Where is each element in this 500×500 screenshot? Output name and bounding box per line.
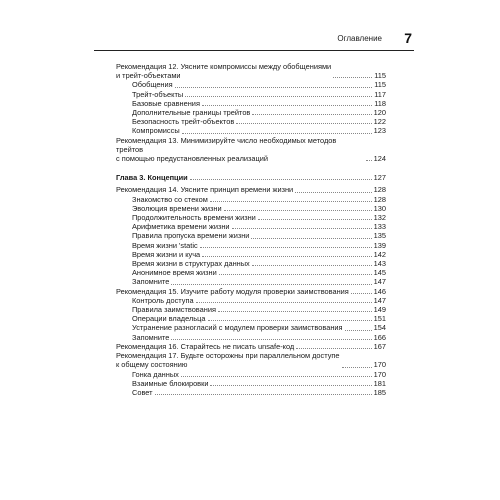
dot-leader xyxy=(182,133,372,134)
dot-leader xyxy=(351,293,372,294)
dot-leader xyxy=(181,376,372,377)
dot-leader xyxy=(171,284,371,285)
dot-leader xyxy=(345,330,372,331)
dot-leader xyxy=(210,201,372,202)
toc-recommendation xyxy=(116,185,386,194)
toc-entry-page: 143 xyxy=(373,259,386,269)
toc-entry-page: 130 xyxy=(373,203,386,213)
toc-entry xyxy=(116,126,386,135)
dot-leader xyxy=(202,105,372,106)
toc-entry-title: Правила заимствования xyxy=(132,305,216,315)
dot-leader xyxy=(210,385,371,386)
toc-entry xyxy=(116,222,386,231)
dot-leader xyxy=(155,394,372,395)
dot-leader xyxy=(202,256,371,257)
dot-leader xyxy=(252,114,371,115)
toc-entry-title: Запомните xyxy=(132,332,170,342)
dot-leader xyxy=(208,320,372,321)
toc-entry-page: 128 xyxy=(373,194,386,204)
toc-entry xyxy=(116,90,386,99)
toc-entry-page: 132 xyxy=(373,213,386,223)
toc-entry-page: 167 xyxy=(373,341,386,351)
toc-entry xyxy=(116,117,386,126)
toc-entry-title: Компромиссы xyxy=(132,126,180,136)
toc-chapter xyxy=(116,173,386,182)
dot-leader xyxy=(219,274,372,275)
toc-entry xyxy=(116,314,386,323)
toc-entry-page: 185 xyxy=(373,387,386,397)
toc-entry-title: Правила пропуска времени жизни xyxy=(132,231,250,241)
toc-entry-page: 135 xyxy=(373,231,386,241)
toc-entry xyxy=(116,195,386,204)
toc-entry-title: Трейт-объекты xyxy=(132,89,184,99)
toc-entry-title: Контроль доступа xyxy=(132,295,194,305)
toc-entry-page: 145 xyxy=(373,268,386,278)
toc-entry-page: 115 xyxy=(374,71,386,81)
toc-recommendation xyxy=(116,62,386,80)
toc-entry-title: Безопасность трейт-объектов xyxy=(132,117,235,127)
dot-leader xyxy=(224,210,372,211)
dot-leader xyxy=(342,367,372,368)
toc-entry-page: 146 xyxy=(373,286,386,296)
toc-entry-title: Эволюция времени жизни xyxy=(132,203,222,213)
toc-entry-title: Глава 3. Концепции xyxy=(116,173,188,183)
toc-entry xyxy=(116,379,386,388)
toc-entry-title: Рекомендация 17. Будьте осторожны при параллельном доступе к общему состоянию xyxy=(116,351,340,370)
toc-entry-title: Базовые сравнения xyxy=(132,98,200,108)
toc-entry-page: 154 xyxy=(373,323,386,333)
toc-entry-title: Время жизни в структурах данных xyxy=(132,259,250,269)
toc-entry xyxy=(116,250,386,259)
toc-recommendation xyxy=(116,342,386,351)
toc-entry-page: 115 xyxy=(374,80,386,90)
toc-recommendation xyxy=(116,287,386,296)
dot-leader xyxy=(236,123,371,124)
toc-entry-page: 142 xyxy=(373,249,386,259)
toc-entry-title: Устранение разногласий с модулем проверки заимствования xyxy=(132,323,343,333)
toc-entry-page: 120 xyxy=(373,108,386,118)
dot-leader xyxy=(251,238,371,239)
dot-leader xyxy=(196,302,372,303)
dot-leader xyxy=(296,348,371,349)
dot-leader xyxy=(190,179,372,180)
dot-leader xyxy=(366,160,372,161)
toc-entry xyxy=(116,99,386,108)
toc-entry xyxy=(116,323,386,332)
dot-leader xyxy=(185,96,372,97)
toc-entry-page: 181 xyxy=(373,378,386,388)
toc-entry-page: 170 xyxy=(373,369,386,379)
toc-entry-page: 118 xyxy=(374,98,386,108)
toc-entry-title: Рекомендация 15. Изучите работу модуля проверки заимствования xyxy=(116,286,349,296)
dot-leader xyxy=(175,87,373,88)
toc-entry-title: Совет xyxy=(132,387,153,397)
toc-entry-title: Обобщения xyxy=(132,80,173,90)
toc-entry xyxy=(116,108,386,117)
toc-entry-page: 123 xyxy=(373,126,386,136)
dot-leader xyxy=(218,311,372,312)
toc-entry-title: Взаимные блокировки xyxy=(132,378,209,388)
toc-entry xyxy=(116,333,386,342)
running-head: Оглавление xyxy=(337,34,382,43)
toc-entry-title: Рекомендация 14. Уясните принцип времени жизни xyxy=(116,185,294,195)
dot-leader xyxy=(333,77,372,78)
toc-entry-title: Рекомендация 16. Старайтесь не писать unsafe-код xyxy=(116,341,295,351)
toc-recommendation xyxy=(116,136,386,164)
toc-entry-page: 133 xyxy=(373,222,386,232)
toc-entry xyxy=(116,370,386,379)
toc-entry-title: Время жизни и куча xyxy=(132,249,201,259)
dot-leader xyxy=(171,339,371,340)
toc-entry-title: Арифметика времени жизни xyxy=(132,222,230,232)
toc-entry-page: 124 xyxy=(373,154,386,164)
dot-leader xyxy=(200,247,372,248)
toc-entry xyxy=(116,204,386,213)
toc-entry-page: 139 xyxy=(373,240,386,250)
toc-entry-page: 149 xyxy=(373,305,386,315)
toc-entry-page: 170 xyxy=(373,360,386,370)
page-number: 7 xyxy=(404,30,412,46)
dot-leader xyxy=(252,265,372,266)
toc-entry-title: Операции владельца xyxy=(132,314,206,324)
toc-entry xyxy=(116,231,386,240)
toc-recommendation xyxy=(116,351,386,369)
toc-entry xyxy=(116,241,386,250)
page-header xyxy=(94,30,414,51)
dot-leader xyxy=(295,192,371,193)
toc-entry-page: 147 xyxy=(373,295,386,305)
toc-entry xyxy=(116,268,386,277)
toc-entry xyxy=(116,277,386,286)
toc-entry-title: Рекомендация 12. Уясните компромиссы между обобщениями и трейт-объектами xyxy=(116,62,332,81)
toc-entry-page: 122 xyxy=(373,117,386,127)
toc-entry-title: Гонка данных xyxy=(132,369,179,379)
toc-entry-title: Дополнительные границы трейтов xyxy=(132,108,251,118)
toc-entry-page: 147 xyxy=(373,277,386,287)
toc-entry-page: 166 xyxy=(373,332,386,342)
toc-entry xyxy=(116,213,386,222)
toc-entry-title: Время жизни 'static xyxy=(132,240,198,250)
toc-entry-page: 117 xyxy=(374,89,386,99)
dot-leader xyxy=(232,228,372,229)
toc-entry-title: Рекомендация 13. Минимизируйте число необходимых методов трейтов с помощью предустановленных реализаций xyxy=(116,135,337,164)
table-of-contents xyxy=(116,62,386,397)
dot-leader xyxy=(258,219,372,220)
toc-entry-title: Знакомство со стеком xyxy=(132,194,208,204)
toc-entry xyxy=(116,296,386,305)
toc-entry xyxy=(116,305,386,314)
toc-entry-title: Анонимное время жизни xyxy=(132,268,217,278)
toc-entry-title: Продолжительность времени жизни xyxy=(132,213,256,223)
toc-entry xyxy=(116,388,386,397)
toc-entry xyxy=(116,80,386,89)
toc-entry-page: 151 xyxy=(373,314,386,324)
toc-entry-page: 128 xyxy=(373,185,386,195)
toc-entry-page: 127 xyxy=(373,173,386,183)
toc-entry xyxy=(116,259,386,268)
toc-entry-title: Запомните xyxy=(132,277,170,287)
